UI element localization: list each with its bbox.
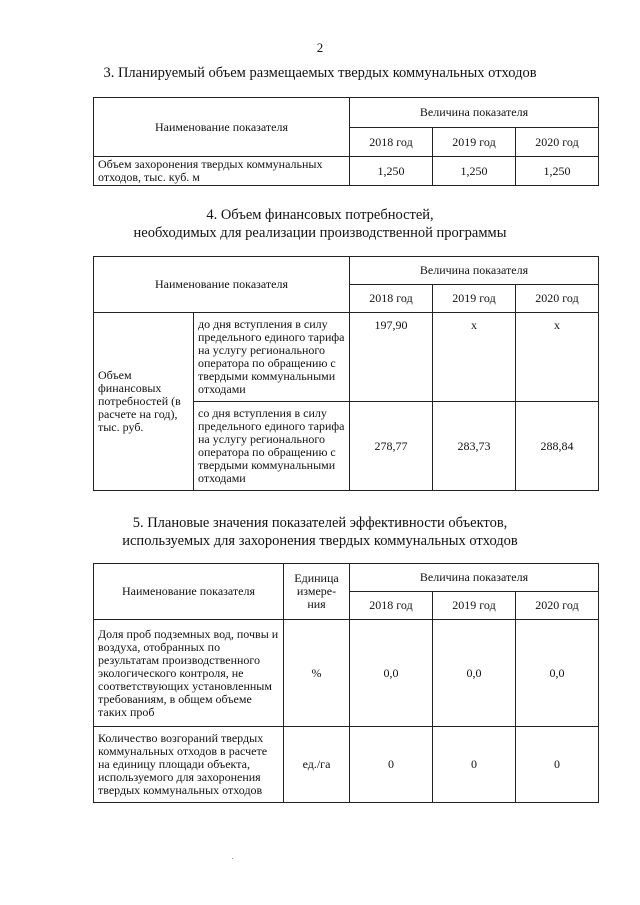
- row-value: 1,250: [433, 157, 516, 186]
- section-3-title: 3. Планируемый объем размещаемых твердых коммунальных отходов: [103, 65, 537, 81]
- header-year: 2019 год: [433, 128, 516, 157]
- row-unit: ед./га: [284, 727, 350, 803]
- table-row: [94, 620, 599, 727]
- page-number: 2: [316, 40, 324, 55]
- scan-speck: [232, 858, 233, 859]
- row-value: 278,77: [350, 402, 433, 491]
- header-unit: Единица измере-ния: [284, 564, 350, 620]
- row-value: 283,73: [433, 402, 516, 491]
- row-value: 0,0: [433, 620, 516, 727]
- section-4-title-line-1: 4. Объем финансовых потребностей,: [206, 207, 434, 223]
- row-value: 0,0: [350, 620, 433, 727]
- row-unit: %: [284, 620, 350, 727]
- table-efficiency-indicators: [93, 563, 599, 803]
- table-row: [94, 727, 599, 803]
- header-indicator-value: Величина показателя: [350, 564, 599, 592]
- row-value: 0: [433, 727, 516, 803]
- header-year: 2018 год: [350, 592, 433, 620]
- row-value: 0: [516, 727, 599, 803]
- section-5-title-line-2: используемых для захоронения твердых коммунальных отходов: [122, 533, 518, 549]
- header-indicator-name: Наименование показателя: [94, 98, 350, 157]
- row-value: 197,90: [350, 313, 433, 402]
- section-5-title: [0, 514, 640, 550]
- row-value: 1,250: [516, 157, 599, 186]
- table-disposal-volume: [93, 97, 599, 186]
- section-5-title-line-1: 5. Плановые значения показателей эффективности объектов,: [132, 515, 508, 531]
- header-year: 2019 год: [433, 285, 516, 313]
- header-year: 2018 год: [350, 128, 433, 157]
- row-value: x: [516, 313, 599, 402]
- group-label: Объем финансовых потребностей (в расчете на год), тыс. руб.: [94, 313, 194, 491]
- section-4-title-line-2: необходимых для реализации производственной программы: [133, 225, 507, 241]
- header-year: 2018 год: [350, 285, 433, 313]
- header-indicator-value: Величина показателя: [350, 98, 599, 128]
- row-value: 1,250: [350, 157, 433, 186]
- header-indicator-value: Величина показателя: [350, 257, 599, 285]
- row-label: до дня вступления в силу предельного единого тарифа на услугу регионального оператора по обращению с твердыми коммунальными отходами: [194, 313, 350, 402]
- row-value: 288,84: [516, 402, 599, 491]
- header-year: 2020 год: [516, 285, 599, 313]
- header-year: 2019 год: [433, 592, 516, 620]
- table-row: [94, 313, 599, 402]
- table-row: [94, 157, 599, 186]
- row-value: 0: [350, 727, 433, 803]
- header-year: 2020 год: [516, 592, 599, 620]
- row-label: Доля проб подземных вод, почвы и воздуха, отобранных по результатам производственного экологического контроля, не соответствующих установленным требованиям, в общем объеме таких проб: [94, 620, 284, 727]
- row-label: со дня вступления в силу предельного единого тарифа на услугу регионального оператора по обращению с твердыми коммунальными отходами: [194, 402, 350, 491]
- header-indicator-name: Наименование показателя: [94, 564, 284, 620]
- table-financial-needs: [93, 256, 599, 491]
- header-year: 2020 год: [516, 128, 599, 157]
- section-4-title: [0, 206, 640, 242]
- row-label: Объем захоронения твердых коммунальных отходов, тыс. куб. м: [94, 157, 350, 186]
- row-value: x: [433, 313, 516, 402]
- header-indicator-name: Наименование показателя: [94, 257, 350, 313]
- row-value: 0,0: [516, 620, 599, 727]
- row-label: Количество возгораний твердых коммунальных отходов в расчете на единицу площади объекта, используемого для захоронения твердых коммунальных отходов: [94, 727, 284, 803]
